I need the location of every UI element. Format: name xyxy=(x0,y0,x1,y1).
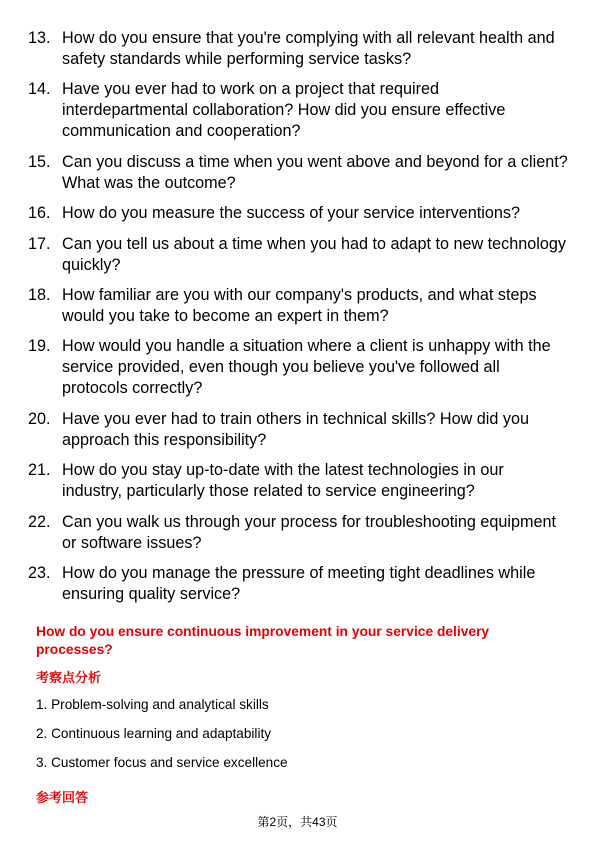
question-number: 16. xyxy=(28,204,51,223)
analysis-point: 1. Problem-solving and analytical skills xyxy=(36,697,269,712)
question-number: 21. xyxy=(28,461,51,480)
list-item xyxy=(28,234,568,276)
analysis-heading: 考察点分析 xyxy=(36,670,102,685)
question-number: 23. xyxy=(28,563,51,582)
featured-question-heading: How do you ensure continuous improvement in your service delivery processes? xyxy=(36,624,490,657)
question-number: 18. xyxy=(28,285,51,304)
question-text: Have you ever had to train others in technical skills? How did you approach this responsibility? xyxy=(62,409,529,449)
list-item xyxy=(28,563,568,605)
question-text: Can you walk us through your process for troubleshooting equipment or software issues? xyxy=(62,512,557,552)
question-text: How do you manage the pressure of meeting tight deadlines while ensuring quality service? xyxy=(62,563,536,603)
question-text: How would you handle a situation where a client is unhappy with the service provided, even though you believe you've followed all protocols correctly? xyxy=(62,337,551,398)
answer-heading: 参考回答 xyxy=(36,790,89,805)
list-item xyxy=(28,336,568,399)
question-list xyxy=(28,28,568,614)
question-text: Can you discuss a time when you went above and beyond for a client? What was the outcome? xyxy=(62,152,568,192)
list-item xyxy=(28,203,568,224)
question-number: 20. xyxy=(28,409,51,428)
question-number: 14. xyxy=(28,80,51,99)
list-item xyxy=(28,152,568,194)
question-text: How do you stay up-to-date with the latest technologies in our industry, particularly those related to service engineering? xyxy=(62,461,504,501)
page-footer: 第2页，共43页 xyxy=(257,815,338,829)
question-number: 19. xyxy=(28,337,51,356)
analysis-points-list xyxy=(36,696,556,783)
question-text: How do you measure the success of your service interventions? xyxy=(62,204,520,223)
question-number: 22. xyxy=(28,512,51,531)
question-text: How do you ensure that you're complying with all relevant health and safety standards while performing service tasks? xyxy=(62,29,555,68)
question-text: Can you tell us about a time when you had to adapt to new technology quickly? xyxy=(62,234,566,274)
list-item xyxy=(28,409,568,451)
question-number: 13. xyxy=(28,29,51,47)
question-number: 17. xyxy=(28,234,51,253)
list-item xyxy=(28,460,568,502)
analysis-point: 3. Customer focus and service excellence xyxy=(36,755,288,770)
list-item xyxy=(28,285,568,327)
list-item xyxy=(28,28,568,70)
question-text: How familiar are you with our company's products, and what steps would you take to become an expert in them? xyxy=(62,285,537,325)
question-number: 15. xyxy=(28,152,51,171)
question-text: Have you ever had to work on a project that required interdepartmental collaboration? How did you ensure effective communication and cooperation? xyxy=(62,80,506,141)
list-item xyxy=(28,79,568,142)
list-item xyxy=(28,512,568,554)
analysis-point: 2. Continuous learning and adaptability xyxy=(36,726,272,741)
